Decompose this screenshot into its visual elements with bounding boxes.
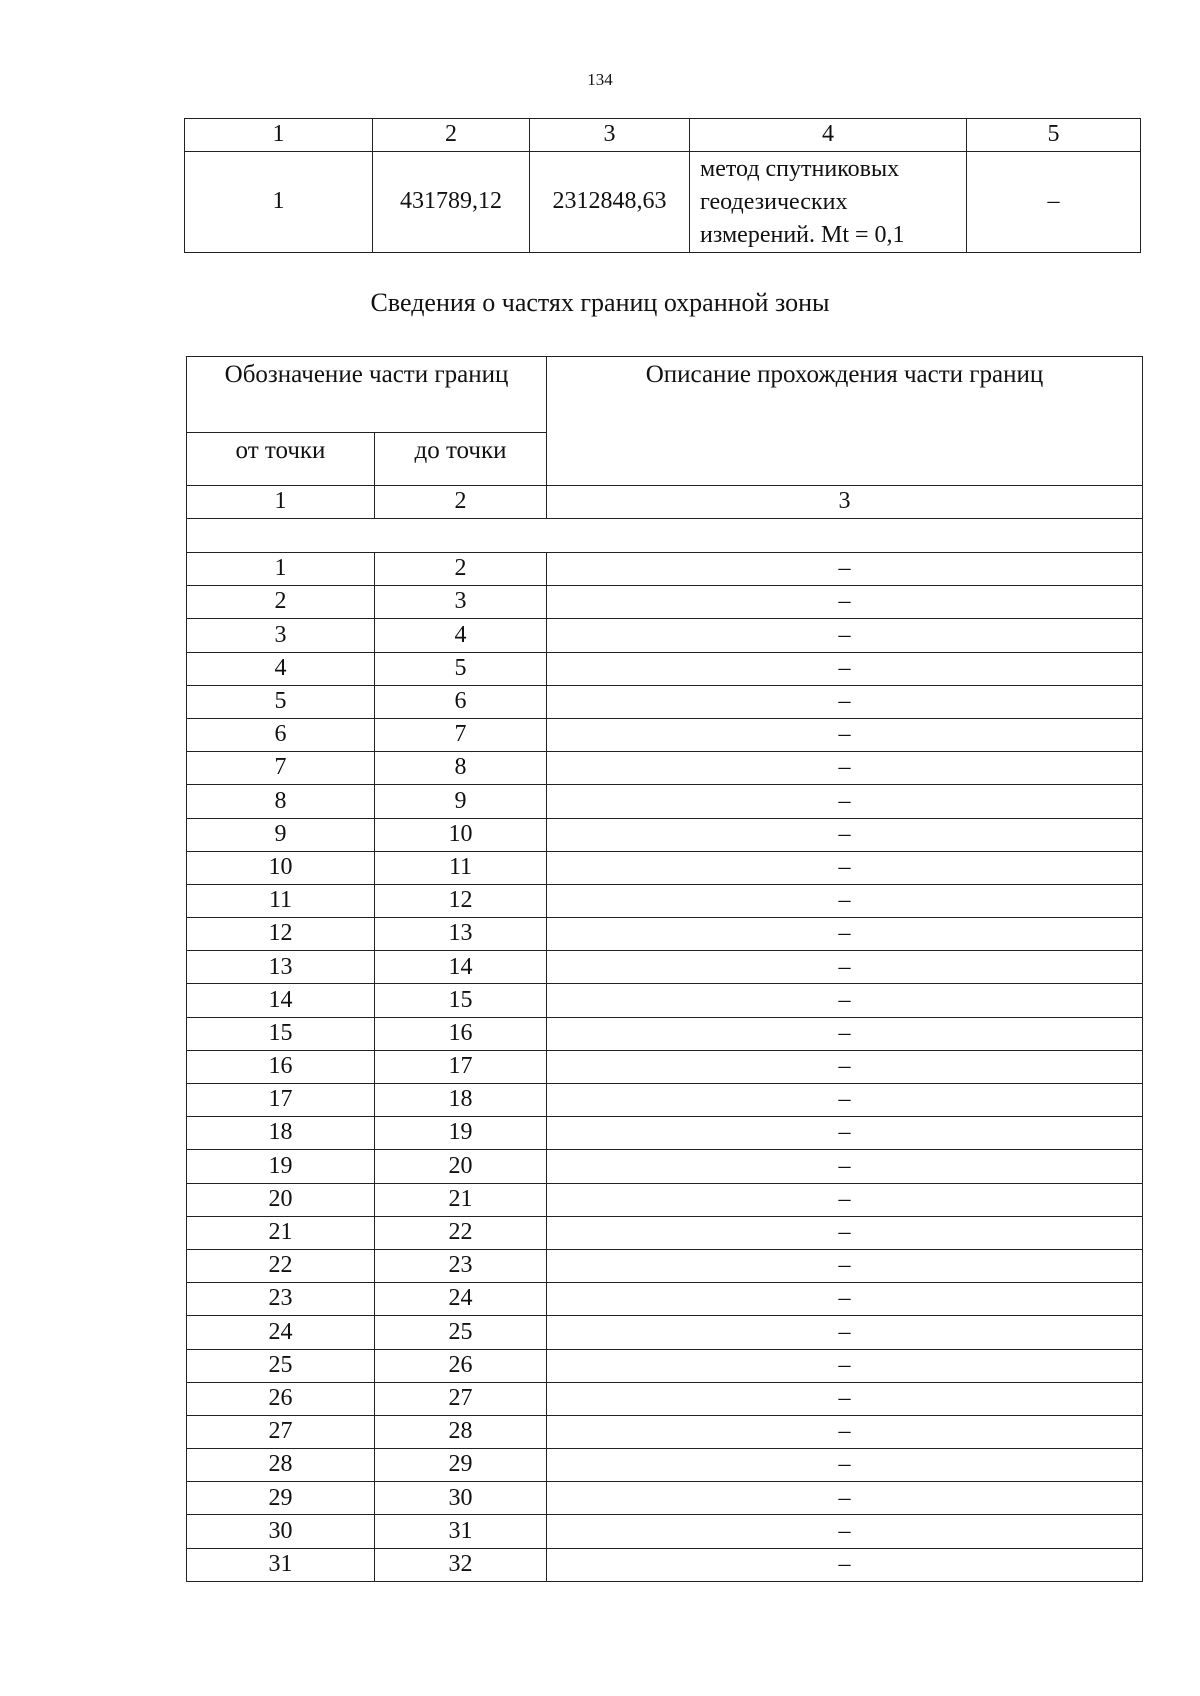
table-row [187,553,1143,586]
description-cell: – [547,1316,1143,1349]
to-point-cell: 10 [375,818,547,851]
from-point-cell: 11 [187,884,375,917]
from-point-cell: 28 [187,1449,375,1482]
description-cell: – [547,685,1143,718]
from-point-cell: 19 [187,1150,375,1183]
table-row [187,951,1143,984]
header-from-point: от точки [187,433,375,486]
table-row [187,785,1143,818]
table-row [187,918,1143,951]
boundary-parts-table [186,356,1143,1582]
from-point-cell: 30 [187,1515,375,1548]
to-point-cell: 7 [375,718,547,751]
description-cell: – [547,884,1143,917]
from-point-cell: 15 [187,1017,375,1050]
coordinates-col-number: 4 [690,119,967,152]
to-point-cell: 3 [375,586,547,619]
from-point-cell: 23 [187,1283,375,1316]
table-row [187,619,1143,652]
table-row [187,586,1143,619]
to-point-cell: 15 [375,984,547,1017]
from-point-cell: 1 [187,553,375,586]
parts-blank-row [187,519,1143,553]
to-point-cell: 21 [375,1183,547,1216]
description-cell: – [547,1449,1143,1482]
point-number-cell: 1 [185,152,373,253]
to-point-cell: 16 [375,1017,547,1050]
from-point-cell: 10 [187,851,375,884]
description-cell: – [547,553,1143,586]
from-point-cell: 31 [187,1548,375,1581]
description-cell: – [547,586,1143,619]
table-row [187,1050,1143,1083]
column-number: 1 [187,486,375,519]
to-point-cell: 8 [375,752,547,785]
description-cell: – [547,718,1143,751]
to-point-cell: 23 [375,1249,547,1282]
description-cell: – [547,1183,1143,1216]
description-cell: – [547,1249,1143,1282]
to-point-cell: 25 [375,1316,547,1349]
parts-header-row [187,357,1143,433]
parts-column-number-row [187,486,1143,519]
to-point-cell: 29 [375,1449,547,1482]
to-point-cell: 18 [375,1084,547,1117]
description-cell: – [547,951,1143,984]
to-point-cell: 22 [375,1216,547,1249]
header-to-point: до точки [375,433,547,486]
description-cell: – [547,619,1143,652]
table-row [187,685,1143,718]
note-cell: – [967,152,1141,253]
to-point-cell: 11 [375,851,547,884]
table-row [187,1316,1143,1349]
table-row [187,1449,1143,1482]
to-point-cell: 31 [375,1515,547,1548]
description-cell: – [547,1084,1143,1117]
from-point-cell: 14 [187,984,375,1017]
description-cell: – [547,1283,1143,1316]
header-boundary-part-description: Описание прохождения части границ [547,357,1143,486]
coordinates-table [184,118,1141,253]
table-row [187,1283,1143,1316]
x-coordinate-cell: 431789,12 [373,152,530,253]
table-row [187,718,1143,751]
from-point-cell: 13 [187,951,375,984]
from-point-cell: 8 [187,785,375,818]
column-number: 3 [547,486,1143,519]
blank-cell [187,519,1143,553]
coordinates-col-number: 1 [185,119,373,152]
table-row [187,1349,1143,1382]
table-row [187,818,1143,851]
to-point-cell: 26 [375,1349,547,1382]
from-point-cell: 21 [187,1216,375,1249]
from-point-cell: 9 [187,818,375,851]
description-cell: – [547,1548,1143,1581]
to-point-cell: 20 [375,1150,547,1183]
description-cell: – [547,984,1143,1017]
description-cell: – [547,1515,1143,1548]
method-line: метод спутниковых [700,155,900,182]
from-point-cell: 26 [187,1382,375,1415]
from-point-cell: 6 [187,718,375,751]
description-cell: – [547,1117,1143,1150]
to-point-cell: 14 [375,951,547,984]
to-point-cell: 12 [375,884,547,917]
from-point-cell: 18 [187,1117,375,1150]
method-line: измерений. Mt = 0,1 [700,221,905,248]
table-row [187,1382,1143,1415]
from-point-cell: 16 [187,1050,375,1083]
table-row [187,1548,1143,1581]
description-cell: – [547,652,1143,685]
table-row [187,752,1143,785]
description-cell: – [547,1349,1143,1382]
column-number: 2 [375,486,547,519]
description-cell: – [547,1216,1143,1249]
to-point-cell: 19 [375,1117,547,1150]
to-point-cell: 9 [375,785,547,818]
header-boundary-part-designation: Обозначение части границ [187,357,547,433]
description-cell: – [547,918,1143,951]
method-cell [690,152,967,253]
from-point-cell: 12 [187,918,375,951]
description-cell: – [547,1482,1143,1515]
coordinates-col-number: 3 [530,119,690,152]
to-point-cell: 17 [375,1050,547,1083]
description-cell: – [547,1415,1143,1448]
from-point-cell: 3 [187,619,375,652]
table-row [187,1017,1143,1050]
description-cell: – [547,1050,1143,1083]
from-point-cell: 29 [187,1482,375,1515]
description-cell: – [547,851,1143,884]
y-coordinate-cell: 2312848,63 [530,152,690,253]
from-point-cell: 4 [187,652,375,685]
from-point-cell: 22 [187,1249,375,1282]
from-point-cell: 2 [187,586,375,619]
coordinates-table-row [185,152,1141,253]
method-line: геодезических [700,188,848,215]
to-point-cell: 4 [375,619,547,652]
to-point-cell: 6 [375,685,547,718]
from-point-cell: 24 [187,1316,375,1349]
from-point-cell: 7 [187,752,375,785]
description-cell: – [547,818,1143,851]
table-row [187,1084,1143,1117]
to-point-cell: 24 [375,1283,547,1316]
from-point-cell: 20 [187,1183,375,1216]
to-point-cell: 30 [375,1482,547,1515]
to-point-cell: 28 [375,1415,547,1448]
table-row [187,652,1143,685]
table-row [187,1183,1143,1216]
to-point-cell: 27 [375,1382,547,1415]
to-point-cell: 32 [375,1548,547,1581]
table-row [187,1249,1143,1282]
from-point-cell: 27 [187,1415,375,1448]
description-cell: – [547,752,1143,785]
to-point-cell: 5 [375,652,547,685]
from-point-cell: 17 [187,1084,375,1117]
coordinates-table-header-row [185,119,1141,152]
description-cell: – [547,1382,1143,1415]
description-cell: – [547,1150,1143,1183]
description-cell: – [547,1017,1143,1050]
table-row [187,1515,1143,1548]
table-row [187,984,1143,1017]
table-row [187,1216,1143,1249]
to-point-cell: 2 [375,553,547,586]
page-number: 134 [587,70,613,89]
table-row [187,1415,1143,1448]
table-row [187,851,1143,884]
parts-table-body [187,553,1143,1582]
coordinates-col-number: 2 [373,119,530,152]
table-row [187,1482,1143,1515]
table-row [187,1117,1143,1150]
table-row [187,884,1143,917]
coordinates-col-number: 5 [967,119,1141,152]
to-point-cell: 13 [375,918,547,951]
section-title: Сведения о частях границ охранной зоны [370,288,830,317]
from-point-cell: 25 [187,1349,375,1382]
description-cell: – [547,785,1143,818]
from-point-cell: 5 [187,685,375,718]
table-row [187,1150,1143,1183]
